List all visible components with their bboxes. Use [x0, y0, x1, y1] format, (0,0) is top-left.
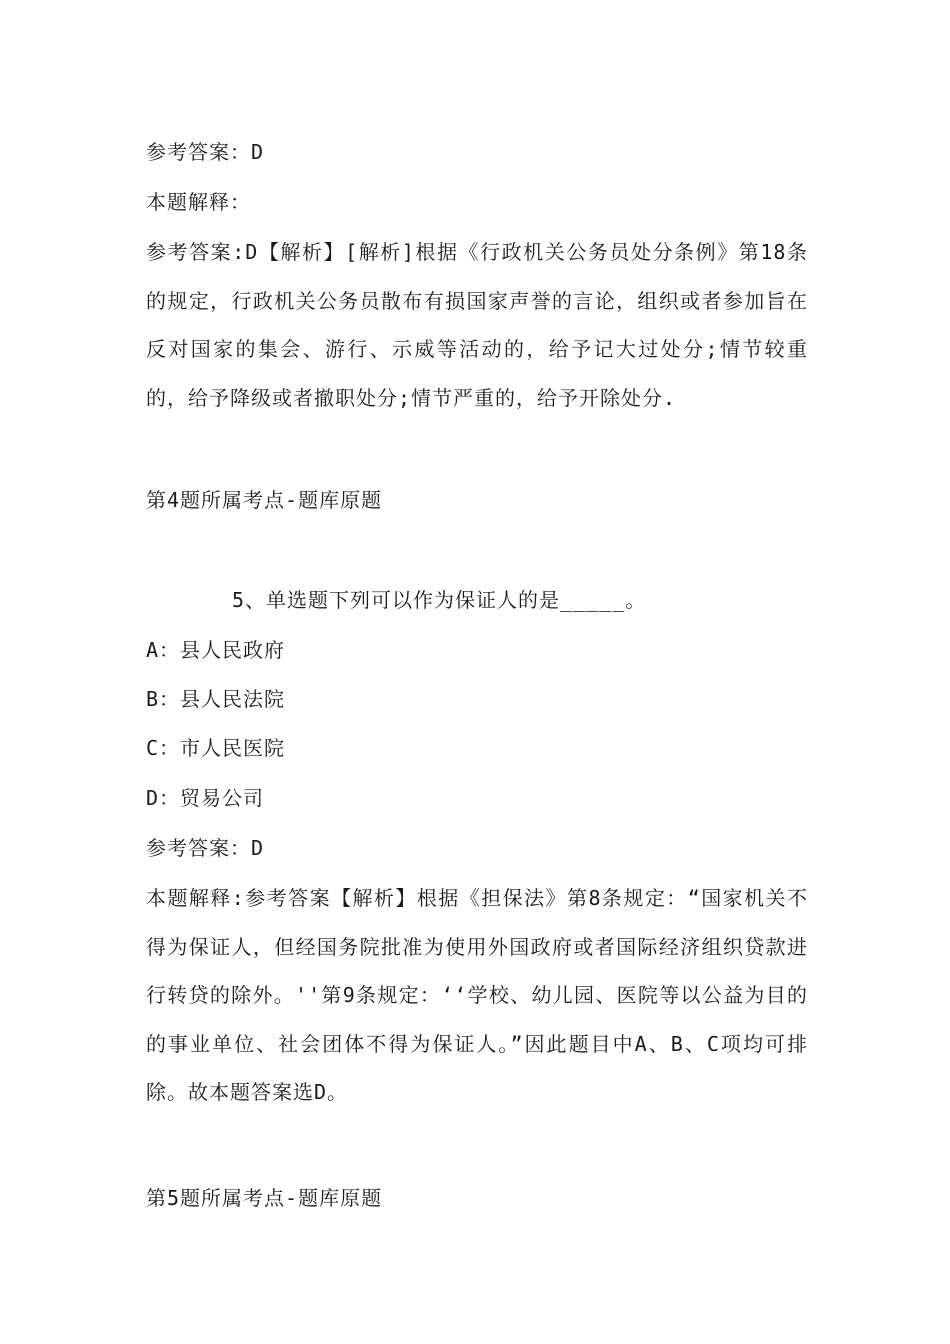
q5-question: 5、单选题下列可以作为保证人的是_____。: [232, 588, 647, 612]
q4-topic-line: 第4题所属考点-题库原题: [146, 488, 383, 512]
q5-answer-line: 参考答案：D: [146, 836, 265, 860]
q5-topic-line: 第5题所属考点-题库原题: [146, 1186, 383, 1210]
q4-answer-line: 参考答案：D: [146, 140, 265, 164]
q4-explain-text: 参考答案:D【解析】[解析]根据《行政机关公务员处分条例》第18条的规定，行政机关公务员散布有损国家声誉的言论，组织或者参加旨在反对国家的集会、游行、示威等活动的，给予记大过处分;情节较重的，给予降级或者撤职处分;情节严重的，给予开除处分.: [146, 240, 808, 410]
q5-option-a: A：县人民政府: [146, 638, 286, 662]
q5-option-b: B：县人民法院: [146, 687, 286, 711]
q5-explain-text: 本题解释:参考答案【解析】根据《担保法》第8条规定：“国家机关不得为保证人，但经国务院批准为使用外国政府或者国际经济组织贷款进行转贷的除外。''第9条规定：‘‘学校、幼儿园、医院等以公益为目的的事业单位、社会团体不得为保证人。”因此题目中A、B、C项均可排除。故本题答案选D。: [146, 886, 808, 1104]
q5-option-c: C：市人民医院: [146, 736, 286, 760]
q5-option-d: D：贸易公司: [146, 786, 265, 810]
q4-explain-label: 本题解释：: [146, 190, 251, 214]
